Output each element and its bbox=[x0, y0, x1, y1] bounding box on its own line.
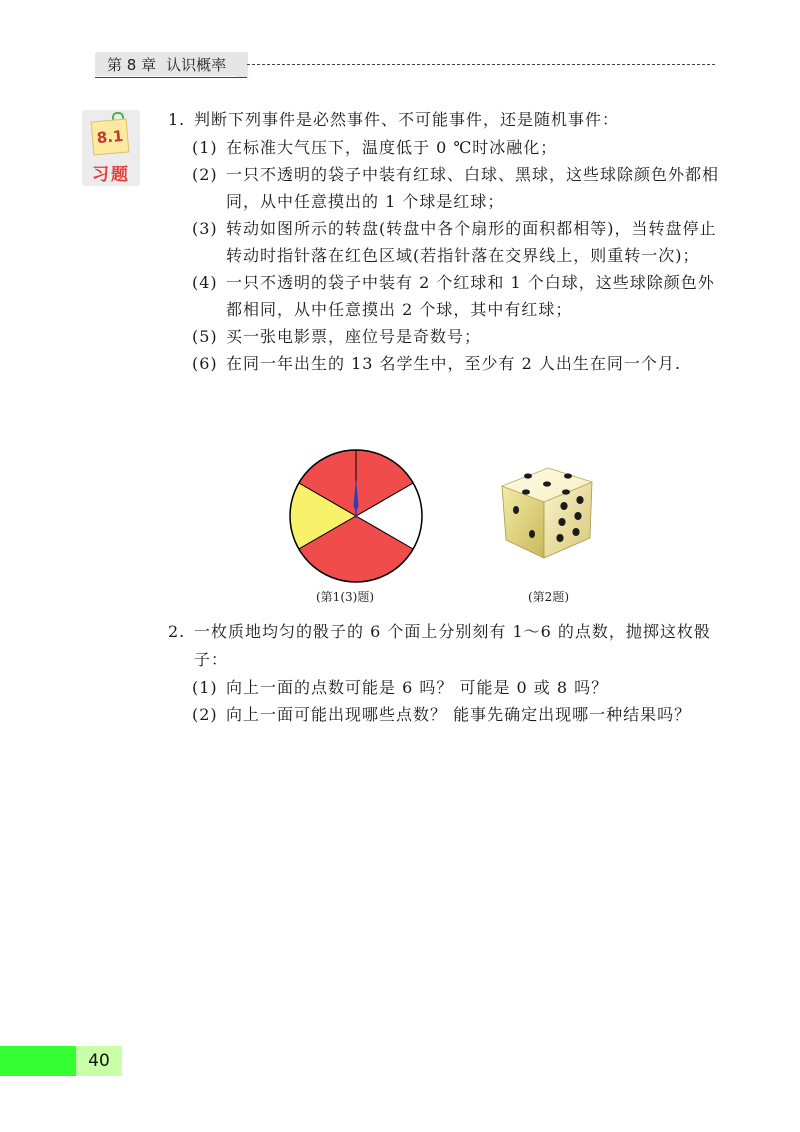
sub-item-number: (5) bbox=[192, 327, 218, 346]
question-text: 一枚质地均匀的骰子的 6 个面上分别刻有 1～6 的点数，抛掷这枚骰子： bbox=[194, 622, 711, 669]
sub-item-number: (1) bbox=[192, 678, 218, 697]
sub-item-text: 转动如图所示的转盘(转盘中各个扇形的面积都相等)，当转盘停止转动时指针落在红色区域(若指针落在交界线上，则重转一次)； bbox=[226, 219, 717, 265]
sub-item-text: 一只不透明的袋子中装有红球、白球、黑球，这些球除颜色外都相同，从中任意摸出的 1 个球是红球； bbox=[226, 165, 720, 211]
chapter-title: 认识概率 bbox=[166, 56, 227, 74]
question-text: 判断下列事件是必然事件、不可能事件，还是随机事件： bbox=[194, 110, 620, 129]
sub-item-number: (4) bbox=[192, 273, 218, 292]
figures-row bbox=[268, 440, 648, 610]
sub-item bbox=[168, 134, 728, 161]
die-caption: (第2题) bbox=[528, 590, 569, 604]
sub-item-text: 向上一面可能出现哪些点数？ 能事先确定出现哪一种结果吗？ bbox=[226, 705, 692, 724]
sub-item-text: 在标准大气压下，温度低于 0 ℃时冰融化； bbox=[226, 138, 558, 157]
spinner-caption: (第1(3)题) bbox=[316, 590, 374, 604]
sub-item bbox=[168, 323, 728, 350]
sub-item-number: (1) bbox=[192, 138, 218, 157]
sub-item-text: 向上一面的点数可能是 6 吗？ 可能是 0 或 8 吗？ bbox=[226, 678, 609, 697]
die-figure bbox=[498, 462, 598, 562]
header-tab-slant bbox=[237, 52, 249, 78]
sub-item bbox=[168, 350, 728, 377]
header-dashed-rule bbox=[247, 64, 715, 65]
question-2 bbox=[168, 618, 728, 728]
sub-item bbox=[168, 215, 728, 269]
exercise-label: 习题 bbox=[92, 165, 130, 185]
question-1-stem bbox=[168, 106, 728, 134]
section-note: 8.1 bbox=[91, 118, 130, 155]
chapter-number: 第 8 章 bbox=[107, 56, 157, 74]
chapter-header bbox=[95, 52, 715, 78]
sub-item-text: 一只不透明的袋子中装有 2 个红球和 1 个白球，这些球除颜色外都相同，从中任意摸出 2 个球，其中有红球； bbox=[226, 273, 715, 319]
chapter-tab bbox=[95, 52, 248, 76]
spinner-figure bbox=[286, 446, 426, 586]
sub-item bbox=[168, 674, 728, 701]
sub-item-number: (2) bbox=[192, 705, 218, 724]
question-number: 2. bbox=[168, 622, 186, 641]
sub-item-number: (3) bbox=[192, 219, 218, 238]
question-1 bbox=[168, 106, 728, 377]
question-2-stem bbox=[168, 618, 728, 674]
exercise-badge bbox=[82, 110, 140, 186]
header-underline bbox=[95, 77, 247, 78]
sub-item bbox=[168, 269, 728, 323]
page-number: 40 bbox=[76, 1046, 122, 1076]
sub-item-number: (2) bbox=[192, 165, 218, 184]
sub-item-text: 买一张电影票，座位号是奇数号； bbox=[226, 327, 482, 346]
question-number: 1. bbox=[168, 110, 186, 129]
sub-item bbox=[168, 161, 728, 215]
sub-item bbox=[168, 701, 728, 728]
page-number-bar bbox=[0, 1046, 76, 1076]
sub-item-text: 在同一年出生的 13 名学生中，至少有 2 人出生在同一个月. bbox=[226, 354, 681, 373]
sub-item-number: (6) bbox=[192, 354, 218, 373]
